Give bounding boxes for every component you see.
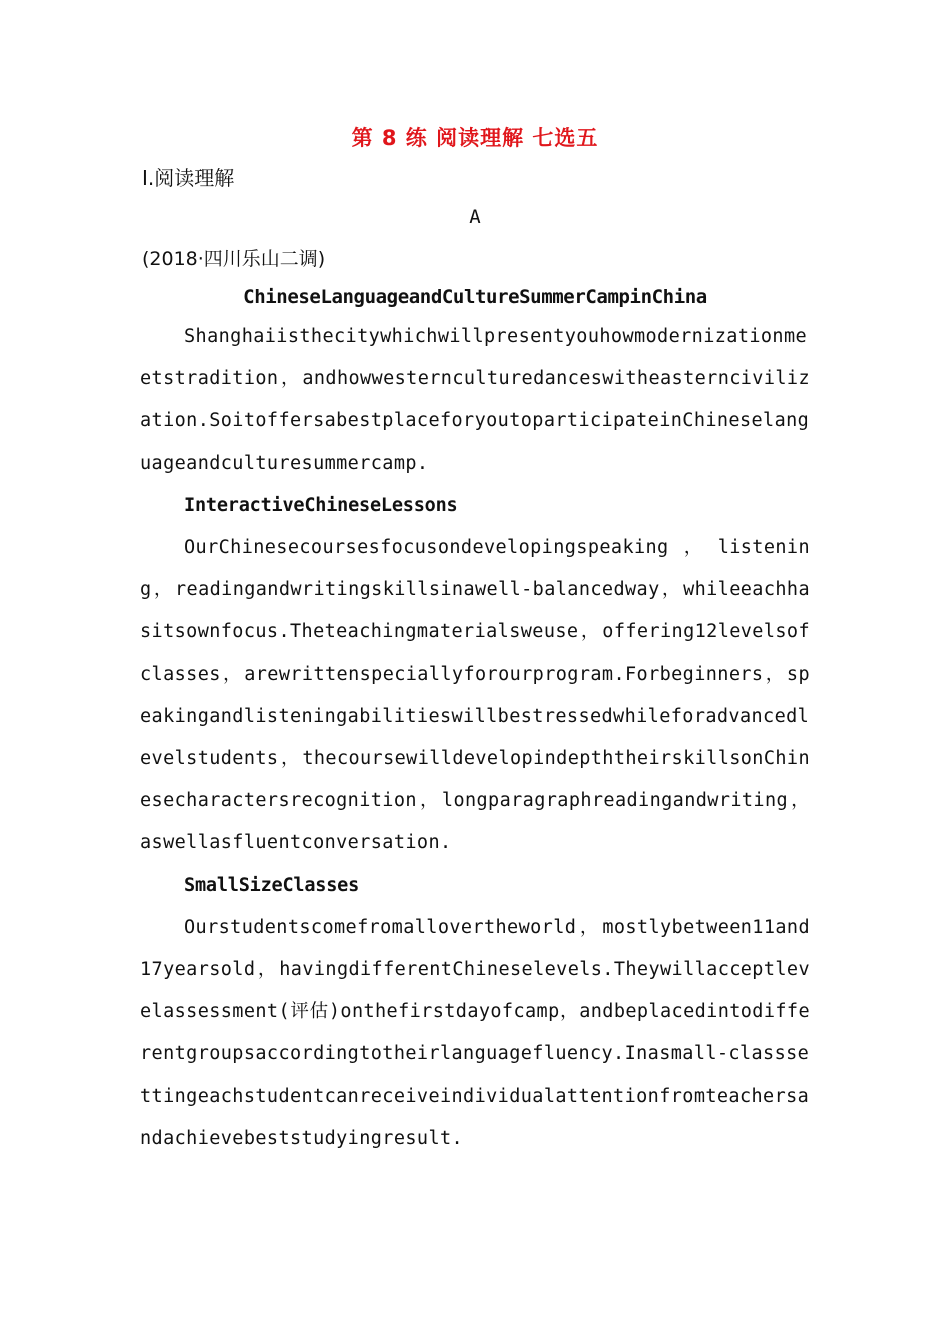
article-title: ChineseLanguageandCultureSummerCampinChina	[243, 286, 707, 308]
subheading-small-classes: SmallSizeClasses	[184, 874, 360, 896]
article-body	[140, 316, 810, 1160]
lessons-paragraph: OurChinesecoursesfocusondevelopingspeaking，listening，readingandwritingskillsinawell-balancedway，whileeachhasitsownfocus.Theteachingmaterialsweuse，offering12levelsofclasses，arewrittenspeciallyforourprogram.Forbeginners，speakingandlisteningabilitieswillbestressedwhileforadvancedlevelstudents，thecoursewilldevelopindepththeirskillsonChinesecharactersrecognition，longparagraphreadingandwriting，aswellasfluentconversation.	[140, 537, 810, 854]
passage-label: A	[469, 206, 481, 228]
classes-paragraph: Ourstudentscomefromallovertheworld，mostlybetween11and17yearsold，havingdifferentChineselevels.Theywillacceptlevelassessment(评估)onthefirstdayofcamp，andbeplacedintodifferentgroupsaccordingtotheirlanguagefluency.Inasmall-classsettingeachstudentcanreceiveindividualattentionfromteachersandachievebeststudyingresult.	[140, 916, 810, 1149]
intro-paragraph: Shanghaiisthecitywhichwillpresentyouhowmodernizationmeetstradition，andhowwesternculturedanceswitheasterncivilization.SoitoffersabestplaceforyoutoparticipateinChineselanguageandculturesummercamp.	[140, 326, 810, 474]
passage-source: (2018·四川乐山二调)	[142, 248, 326, 270]
exercise-title: 第 8 练 阅读理解 七选五	[351, 126, 599, 150]
section-heading: Ⅰ.阅读理解	[142, 166, 235, 190]
subheading-interactive-lessons: InteractiveChineseLessons	[184, 494, 458, 516]
